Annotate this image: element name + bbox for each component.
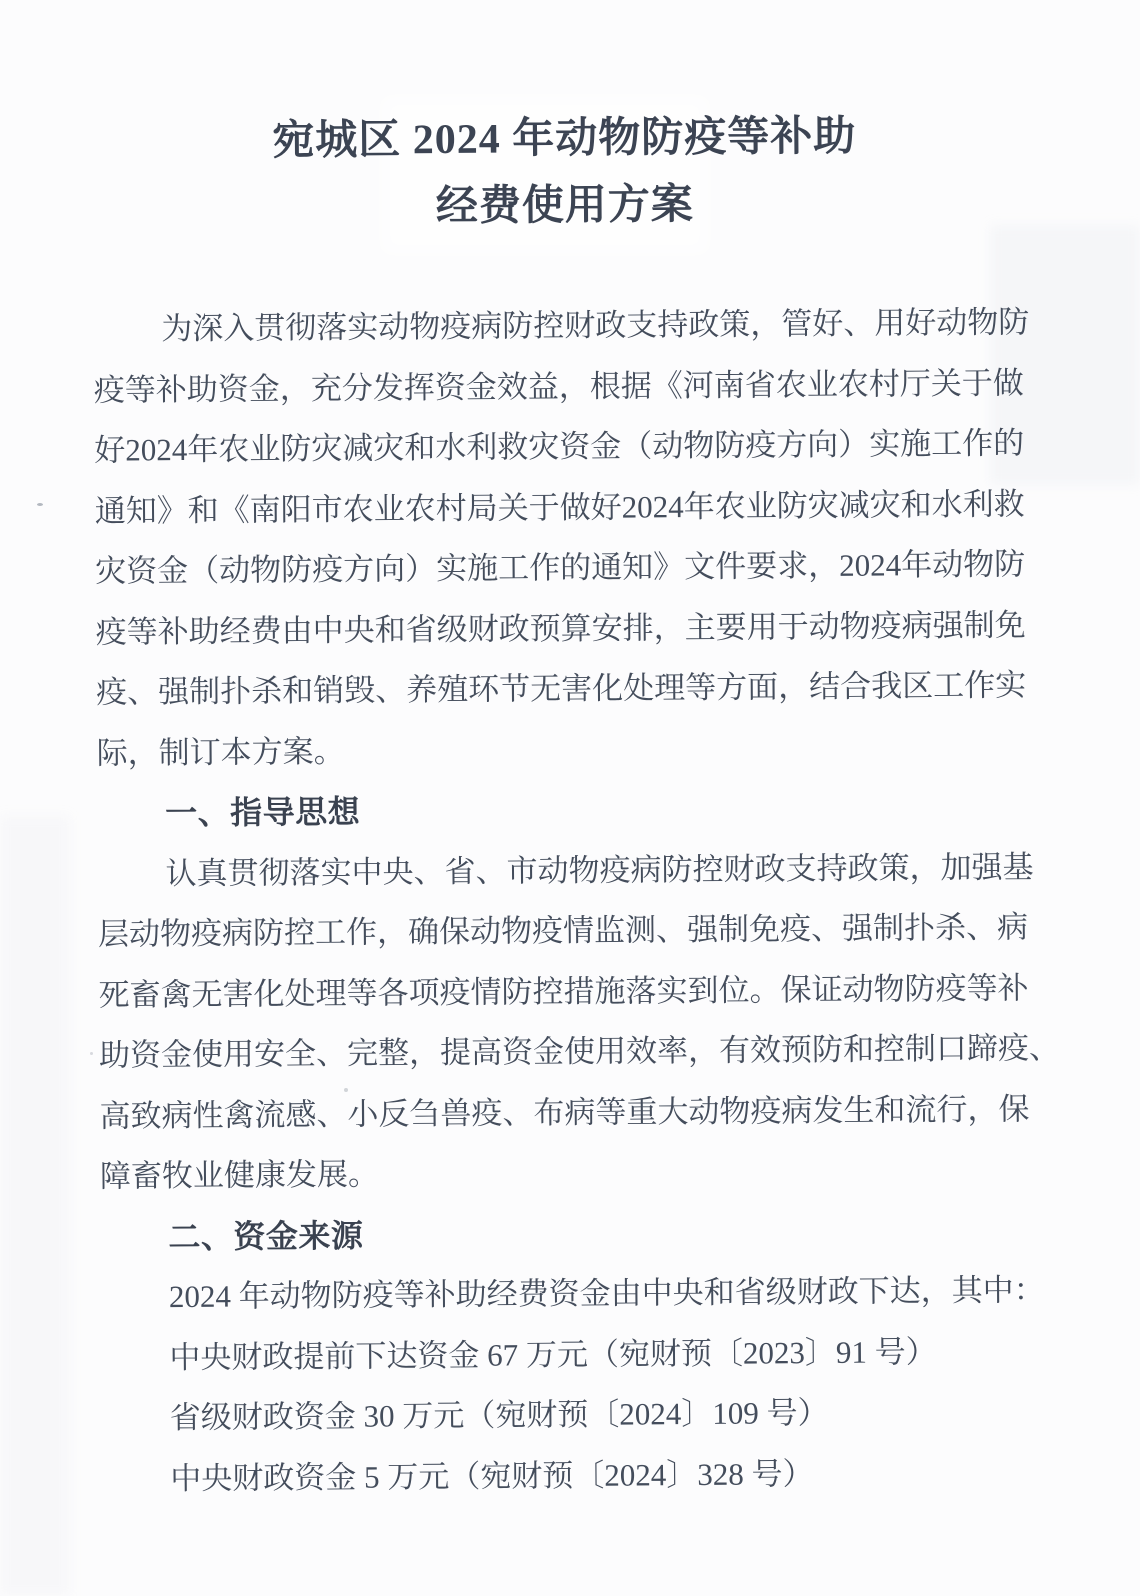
body-line: 疫等补助资金，充分发挥资金效益，根据《河南省农业农村厅关于做 (93, 364, 1024, 408)
body-line: 为深入贯彻落实动物疫病防控财政支持政策，管好、用好动物防 (161, 304, 1030, 347)
document-title-line-2: 经费使用方案 (435, 182, 695, 231)
body-line: 认真贯彻落实中央、省、市动物疫病防控财政支持政策，加强基 (165, 848, 1034, 891)
body-line: 灾资金（动物防疫方向）实施工作的通知》文件要求，2024年动物防 (95, 546, 1026, 589)
document-title-line-1: 宛城区 2024 年动物防疫等补助 (272, 113, 857, 165)
body-line: 死畜禽无害化处理等各项疫情防控措施落实到位。保证动物防疫等补 (98, 969, 1029, 1013)
body-line: 2024 年动物防疫等补助经费资金由中央和省级财政下达，其中： (168, 1272, 1045, 1315)
body-line: 疫等补助经费由中央和省级财政预算安排，主要用于动物疫病强制免 (95, 606, 1026, 650)
body-line: 中央财政资金 5 万元（宛财预〔2024〕328 号） (170, 1455, 814, 1496)
body-line: 障畜牧业健康发展。 (99, 1156, 380, 1194)
body-line: 际，制订本方案。 (96, 733, 345, 771)
section-heading-1: 一、指导思想 (164, 793, 361, 832)
document-body (93, 292, 1061, 1509)
document-title (92, 102, 1038, 243)
body-line: 高致病性禽流感、小反刍兽疫、布病等重大动物疫病发生和流行，保 (99, 1090, 1030, 1134)
body-line: 中央财政提前下达资金 67 万元（宛财预〔2023〕91 号） (169, 1333, 937, 1375)
body-line: 通知》和《南阳市农业农村局关于做好2024年农业防灾减灾和水利救 (94, 485, 1025, 529)
body-line: 层动物疫病防控工作，确保动物疫情监测、强制免疫、强制扑杀、病 (97, 909, 1029, 952)
body-line: 好2024年农业防灾减灾和水利救灾资金（动物防疫方向）实施工作的 (94, 425, 1025, 468)
body-line: 助资金使用安全、完整，提高资金使用效率，有效预防和控制口蹄疫、 (98, 1030, 1061, 1073)
body-line: 省级财政资金 30 万元（宛财预〔2024〕109 号） (169, 1394, 829, 1436)
section-heading-2: 二、资金来源 (168, 1217, 364, 1255)
body-line: 疫、强制扑杀和销毁、养殖环节无害化处理等方面，结合我区工作实 (96, 667, 1027, 710)
